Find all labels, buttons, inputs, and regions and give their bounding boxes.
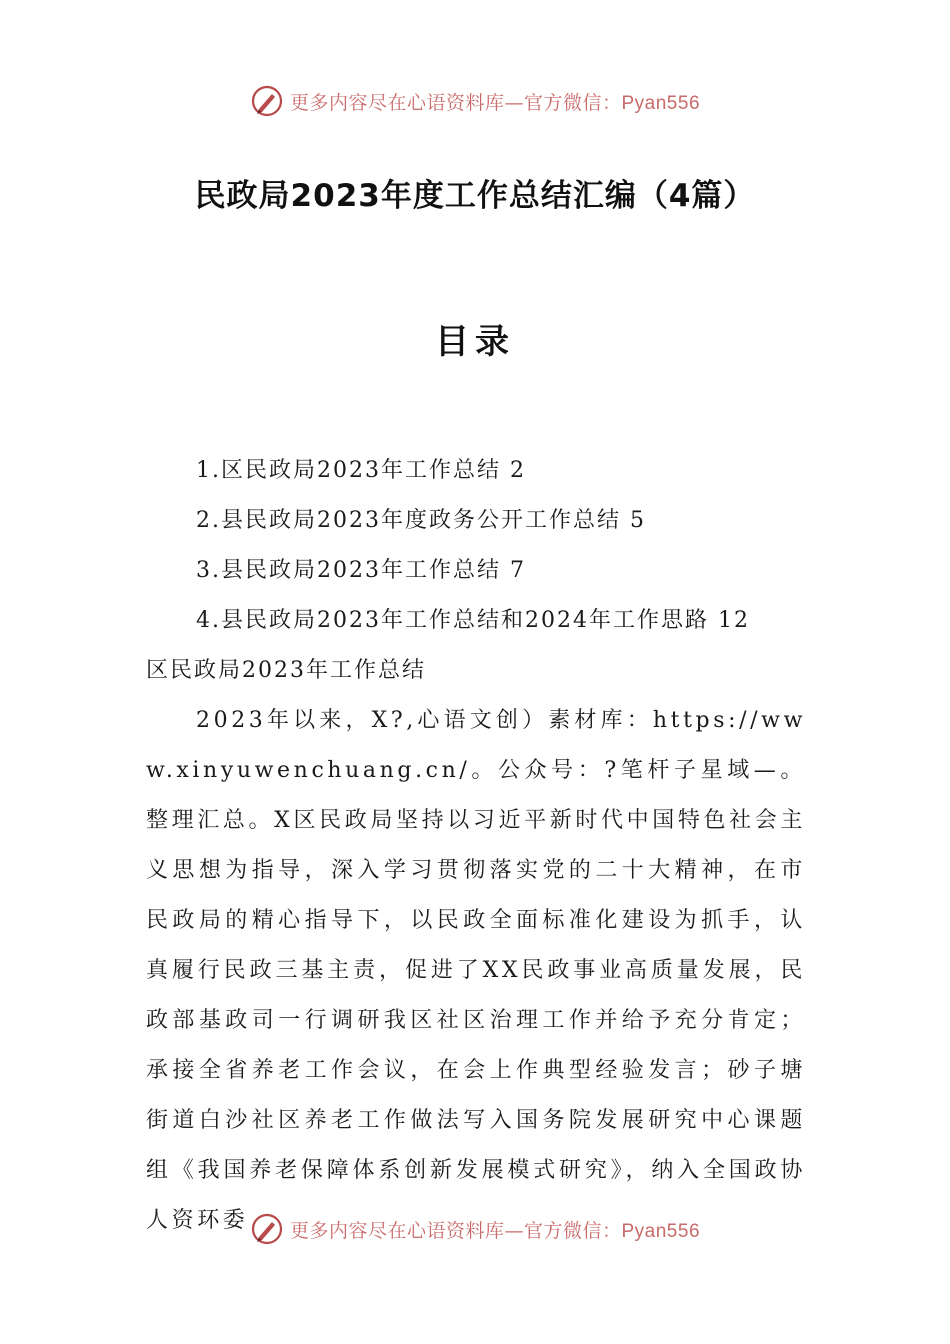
watermark-header — [0, 84, 950, 118]
watermark-text: 更多内容尽在心语资料库—官方微信：Pyan556 — [289, 1219, 701, 1242]
document-title: 民政局2023年度工作总结汇编（4篇） — [194, 178, 756, 214]
toc-item-4: 4.县民政局2023年工作总结和2024年工作思路 12 — [196, 608, 750, 633]
table-of-contents — [196, 446, 750, 646]
body-paragraph: 2023年以来，X?,心语文创）素材库：https://www.xinyuwenchuang.cn/。公众号：?笔杆子星域—。整理汇总。X区民政局坚持以习近平新时代中国特色社会主义思想为指导，深入学习贯彻落实党的二十大精神，在市民政局的精心指导下，以民政全面标准化建设为抓手，认真履行民政三基主责，促进了XX民政事业高质量发展，民政部基政司一行调研我区社区治理工作并给予充分肯定；承接全省养老工作会议，在会上作典型经验发言；砂子塘街道白沙社区养老工作做法写入国务院发展研究中心课题组《我国养老保障体系创新发展模式研究》，纳入全国政协人资环委 — [146, 708, 806, 1233]
pen-logo-icon — [250, 84, 284, 118]
toc-item-2: 2.县民政局2023年度政务公开工作总结 5 — [196, 508, 646, 533]
toc-item-3: 3.县民政局2023年工作总结 7 — [196, 558, 526, 583]
watermark-footer — [0, 1212, 950, 1246]
section-title: 区民政局2023年工作总结 — [146, 658, 426, 683]
watermark-text: 更多内容尽在心语资料库—官方微信：Pyan556 — [289, 91, 701, 114]
pen-logo-icon — [250, 1212, 284, 1246]
toc-heading: 目录 — [435, 322, 515, 362]
toc-item-1: 1.区民政局2023年工作总结 2 — [196, 458, 526, 483]
